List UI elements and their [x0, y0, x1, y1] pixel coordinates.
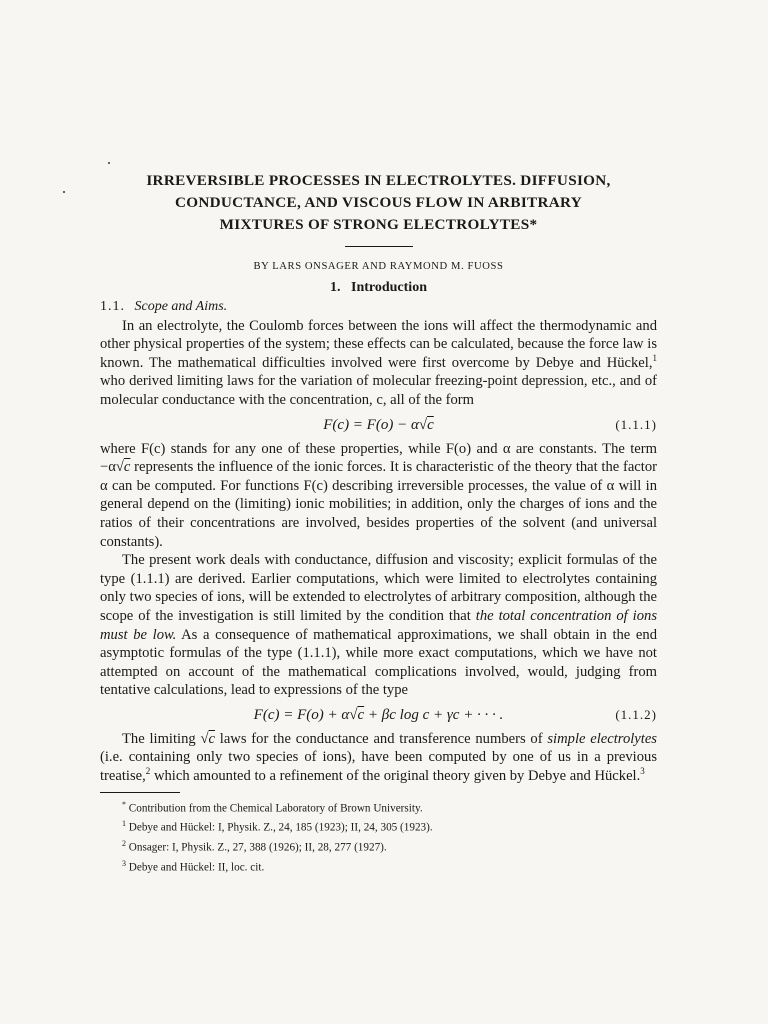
paragraph-text: The limiting	[122, 730, 201, 747]
footnote	[122, 856, 657, 876]
section-heading	[100, 280, 657, 296]
footnote-text: Contribution from the Chemical Laboratory of Brown University.	[128, 802, 423, 815]
footnote-text: Debye and Hückel: II, loc. cit.	[128, 861, 265, 874]
paragraph-4	[100, 730, 657, 786]
equation-rhs: + βc log c + γc + · · · .	[364, 706, 504, 723]
sqrt-sign: √c	[200, 730, 215, 747]
emphasis-text: the total concentration of ions must be low.	[100, 607, 657, 643]
sqrt-sign: √c	[115, 459, 131, 476]
equation-expression	[100, 700, 657, 730]
subsection-number: 1.1.	[100, 299, 125, 314]
equation-number: (1.1.2)	[615, 706, 657, 722]
footnote-mark: 3	[122, 858, 126, 868]
paragraph-1	[100, 317, 657, 410]
section-number: 1.	[330, 280, 341, 295]
title-divider	[345, 246, 413, 247]
radicand: c	[208, 730, 215, 747]
title-line-3: MIXTURES OF STRONG ELECTROLYTES*	[219, 216, 538, 233]
sqrt-sign: √c	[418, 416, 434, 433]
paragraph-text: who derived limiting laws for the variation of molecular freezing-point depression, etc., and of molecular conductance with the concentration, c, all of the form	[100, 373, 657, 408]
equation-1-1-2	[100, 700, 657, 730]
footnote-mark: 2	[122, 839, 126, 849]
radicand: c	[123, 459, 131, 476]
equation-lhs: F(c) = F(o) − α	[323, 416, 419, 433]
paper-page	[100, 170, 657, 876]
footnote-text: Debye and Hückel: I, Physik. Z., 24, 185 (1923); II, 24, 305 (1923).	[128, 822, 433, 835]
title-line-2: CONDUCTANCE, AND VISCOUS FLOW IN ARBITRARY	[175, 194, 582, 211]
footnote-mark: *	[122, 799, 126, 809]
footnote-ref[interactable]: 3	[640, 766, 645, 777]
paragraph-text: represents the influence of the ionic forces. It is characteristic of the theory that the factor α can be computed. For functions F(c) describing irreversible processes, the value of α will in general depend on the (limiting) ionic mobilities; in addition, only the charges of ions and the ratios of their concentrations are involved, besides properties of the solvent (and universal constants).	[100, 459, 657, 550]
author-byline: BY LARS ONSAGER AND RAYMOND M. FUOSS	[253, 261, 504, 272]
paragraph-text: The present work deals with conductance, diffusion and viscosity; explicit formulas of the type (1.1.1) are derived. Earlier computations, which were limited to electrolytes containing only two species of ions, will be extended to electrolytes of arbitrary composition, although the scope of the investigation is still limited by the condition that	[100, 552, 657, 624]
footnote-ref[interactable]: 1	[652, 352, 657, 363]
paragraph-text: As a consequence of mathematical approximations, we shall obtain in the end asymptotic formulas of the type (1.1.1), while more exact computations, which we have not attempted on account of the mathematical complications involved, would, judging from tentative calculations, lead to expressions of the type	[100, 626, 658, 699]
paragraph-2	[100, 440, 657, 552]
footnote	[122, 836, 657, 856]
paragraph-text: where F(c) stands for any one of these properties, while F(o) and α are constants. The term −α	[100, 440, 657, 476]
footnotes	[100, 797, 657, 876]
paragraph-text: which amounted to a refinement of the original theory given by Debye and Hückel.	[150, 768, 641, 785]
equation-1-1-1	[100, 410, 657, 440]
paper-title	[100, 170, 657, 236]
section-title: Introduction	[351, 280, 427, 295]
paragraph-text: In an electrolyte, the Coulomb forces between the ions will affect the thermodynamic and other physical properties of the system; these effects can be calculated, because the force law is known. The mathematical difficulties involved were first overcome by Debye and Hückel,	[100, 317, 657, 371]
footnote-divider	[100, 792, 180, 793]
radicand: c	[357, 706, 365, 723]
footnote	[122, 797, 657, 817]
equation-expression	[100, 410, 657, 440]
equation-number: (1.1.1)	[615, 416, 657, 432]
equation-lhs: F(c) = F(o) + α	[253, 706, 350, 723]
paragraph-text: (i.e. containing only two species of ions), have been computed by one of us in a previous treatise,	[100, 749, 657, 785]
footnote-mark: 1	[122, 819, 126, 829]
footnote-ref[interactable]: 2	[145, 766, 151, 777]
emphasis-text: simple electrolytes	[547, 730, 657, 747]
paragraph-text: laws for the conductance and transference numbers of	[214, 730, 548, 747]
subsection-heading	[100, 298, 657, 317]
stray-mark	[108, 162, 110, 164]
stray-mark	[63, 191, 65, 193]
sqrt-sign: √c	[349, 706, 365, 723]
paragraph-3	[100, 551, 657, 700]
subsection-title: Scope and Aims.	[134, 299, 228, 314]
footnote	[122, 816, 657, 836]
radicand: c	[427, 416, 434, 433]
title-line-1: IRREVERSIBLE PROCESSES IN ELECTROLYTES. DIFFUSION,	[146, 172, 611, 189]
footnote-text: Onsager: I, Physik. Z., 27, 388 (1926); II, 28, 277 (1927).	[128, 841, 387, 854]
